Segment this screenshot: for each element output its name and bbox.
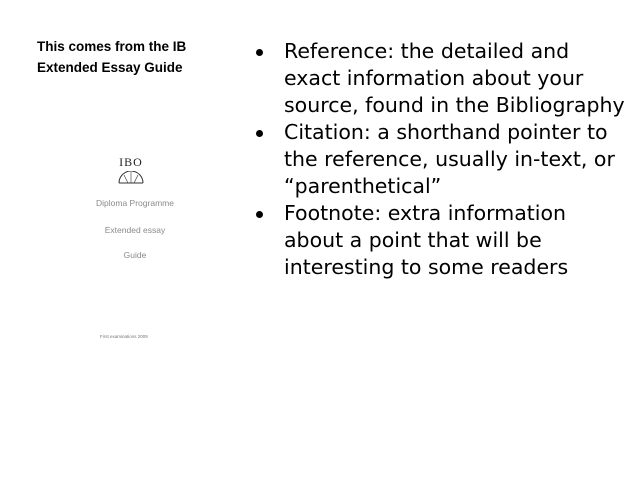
ibo-logo: IBO — [119, 155, 143, 169]
caption-line-1: This comes from the IB — [37, 39, 187, 54]
list-item-citation — [256, 119, 631, 200]
ibo-emblem-icon — [116, 171, 146, 185]
cover-programme: Diploma Programme — [96, 198, 174, 208]
guide-cover-image — [64, 142, 206, 352]
caption-line-2: Extended Essay Guide — [37, 60, 183, 75]
list-item-text: Footnote: extra information about a point that will be interesting to some readers — [284, 201, 569, 279]
list-item-text: Citation: a shorthand pointer to the reference, usually in-text, or “parenthetical” — [284, 120, 615, 198]
cover-subtitle: Guide — [123, 250, 147, 260]
cover-footer: First examinations 2009 — [100, 334, 148, 339]
bullet-icon — [256, 211, 263, 218]
cover-title: Extended essay — [104, 225, 166, 235]
list-item-text: Reference: the detailed and exact information about your source, found in the Bibliography — [284, 39, 625, 117]
list-item-reference — [256, 38, 631, 119]
bullet-icon — [256, 130, 263, 137]
bullet-icon — [256, 49, 263, 56]
definition-list — [256, 38, 631, 281]
list-item-footnote — [256, 200, 631, 281]
caption — [37, 36, 237, 78]
